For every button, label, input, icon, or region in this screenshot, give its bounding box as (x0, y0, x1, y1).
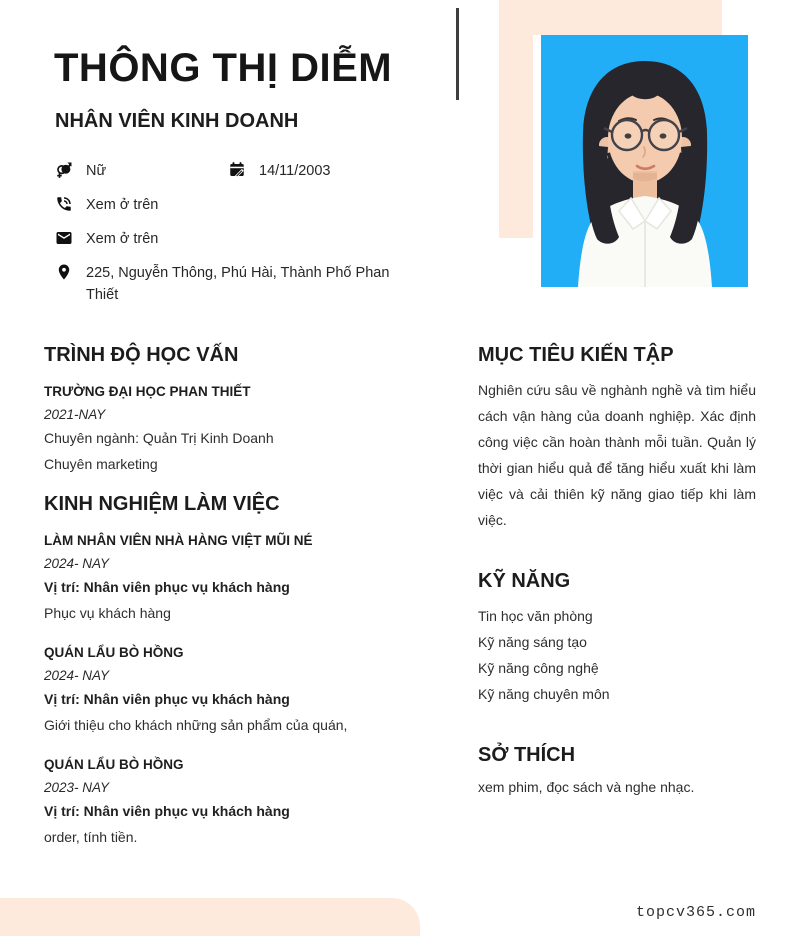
contact-dob (228, 160, 331, 182)
job-company: LÀM NHÂN VIÊN NHÀ HÀNG VIỆT MŨI NÉ (44, 533, 313, 548)
footer-accent-shape (0, 898, 420, 936)
contact-address (55, 262, 416, 306)
phone-in-talk-icon (55, 195, 73, 213)
contact-email (55, 228, 158, 250)
contact-row-gender-dob (55, 160, 447, 182)
skill-item: Kỹ năng chuyên môn (478, 686, 610, 702)
contact-gender (55, 160, 228, 182)
experience-heading: KINH NGHIỆM LÀM VIỆC (44, 493, 280, 515)
education-detail: Chuyên marketing (44, 456, 158, 472)
portrait-illustration (541, 35, 748, 287)
calendar-edit-icon (228, 161, 246, 179)
phone-value: Xem ở trên (86, 197, 159, 213)
skills-list (478, 603, 756, 707)
map-pin-icon (55, 263, 73, 281)
job-entry (44, 532, 444, 622)
job-position: Vị trí: Nhân viên phục vụ khách hàng (44, 803, 290, 819)
objective-heading: MỤC TIÊU KIẾN TẬP (478, 344, 674, 366)
skill-item: Kỹ năng sáng tạo (478, 634, 587, 650)
envelope-icon (55, 229, 73, 247)
contact-phone (55, 194, 158, 216)
job-entry (44, 756, 444, 846)
job-description: Phục vụ khách hàng (44, 605, 171, 621)
email-value: Xem ở trên (86, 231, 159, 247)
address-value: 225, Nguyễn Thông, Phú Hài, Thành Phố Phan Thiết (86, 265, 390, 303)
skill-item: Tin học văn phòng (478, 608, 593, 624)
education-major: Chuyên ngành: Quản Trị Kinh Doanh (44, 430, 274, 446)
header-divider (456, 8, 459, 100)
job-position: Vị trí: Nhân viên phục vụ khách hàng (44, 579, 290, 595)
hobbies-heading: SỞ THÍCH (478, 744, 576, 766)
job-title: NHÂN VIÊN KINH DOANH (55, 110, 299, 132)
gender-symbols-icon (55, 161, 73, 179)
candidate-name: THÔNG THỊ DIỄM (54, 46, 393, 90)
job-position: Vị trí: Nhân viên phục vụ khách hàng (44, 691, 290, 707)
gender-value: Nữ (86, 163, 107, 179)
job-description: order, tính tiền. (44, 829, 138, 845)
hobbies-text: xem phim, đọc sách và nghe nhạc. (478, 779, 695, 795)
job-company: QUÁN LẨU BÒ HỒNG (44, 645, 184, 660)
job-period: 2024- NAY (44, 668, 110, 683)
right-column (478, 333, 756, 797)
job-period: 2024- NAY (44, 556, 110, 571)
education-heading: TRÌNH ĐỘ HỌC VẤN (44, 344, 239, 366)
contact-row-address (55, 262, 447, 306)
contact-row-email (55, 228, 447, 250)
left-column (44, 333, 444, 855)
brand-watermark: topcv365.com (635, 904, 756, 921)
dob-value: 14/11/2003 (259, 163, 331, 179)
school-name: TRƯỜNG ĐẠI HỌC PHAN THIẾT (44, 384, 251, 399)
contact-section (55, 160, 447, 318)
job-company: QUÁN LẨU BÒ HỒNG (44, 757, 184, 772)
job-period: 2023- NAY (44, 780, 110, 795)
objective-text: Nghiên cứu sâu về nghành nghề và tìm hiểu cách vận hàng của doanh nghiệp. Xác định công việc cần hoàn thành mỗi tuần. Quản lý thời gian hiểu quả để tăng hiểu xuất khi làm việc và cải thiên kỹ năng giao tiếp khi làm việc. (478, 382, 756, 528)
job-description: Giới thiệu cho khách những sản phẩm của quán, (44, 717, 348, 733)
education-entry (44, 383, 444, 473)
job-entry (44, 644, 444, 734)
contact-row-phone (55, 194, 447, 216)
skill-item: Kỹ năng công nghệ (478, 660, 599, 676)
skills-heading: KỸ NĂNG (478, 570, 571, 592)
education-period: 2021-NAY (44, 407, 106, 422)
profile-photo (533, 35, 748, 287)
